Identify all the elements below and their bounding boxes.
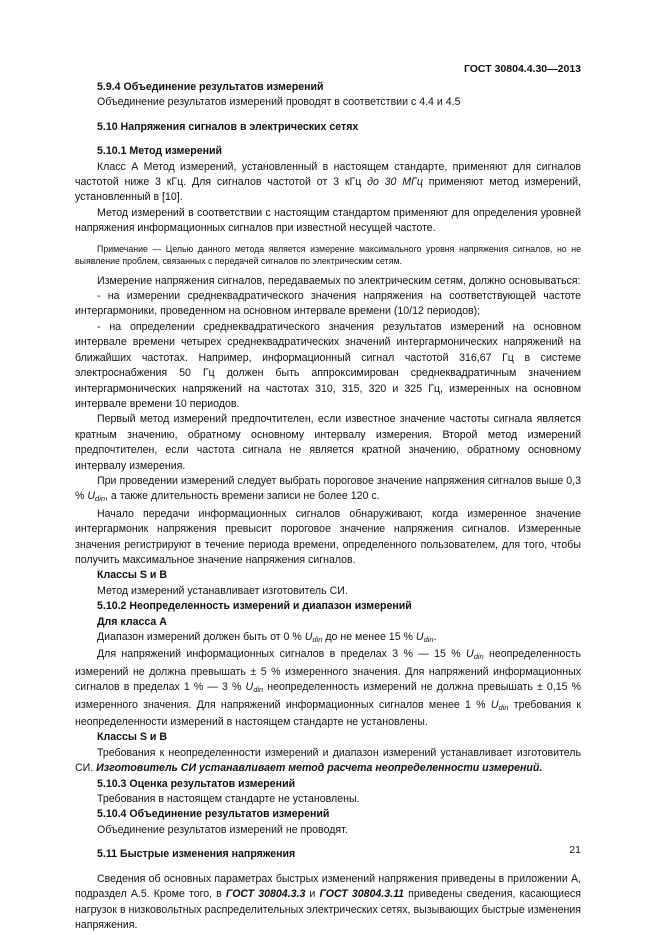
section-5-10-3-title: 5.10.3 Оценка результатов измерений: [97, 777, 296, 790]
paragraph-rapid-voltage-changes: Сведения об основных параметрах быстрых изменений напряжения приведены в приложении А, подраздел А.5. Кроме того, в ГОСТ 30804.3.3 и ГОСТ 30804.3.11 приведены сведения, касающиеся нагрузок в низковольтных распределительных электрических сетях, вызывающих быстрые изменения напряжения.: [75, 872, 581, 931]
section-5-10-1-title: 5.10.1 Метод измерений: [97, 145, 223, 158]
paragraph-evaluation: Требования в настоящем стандарте не установлены.: [97, 793, 360, 806]
note: Примечание — Целью данного метода является измерение максимального уровня напряжения сигналов, но не выявление проблем, связанных с передачей сигналов по электрическим сетям.: [75, 243, 581, 267]
paragraph-method-preference: Первый метод измерений предпочтителен, если известное значение частоты сигнала является кратным значению, обратному основному интервалу измерения. Второй метод измерений предпочтителен, если частота сигнала не является кратной значению, обратному основному интервалу измерения.: [75, 413, 581, 472]
paragraph-method-purpose: Метод измерений в соответствии с настоящим стандартом применяют для определения уровней напряжения информационных сигналов при известной несущей частоте.: [75, 206, 581, 235]
classes-s-b-heading: Классы S и В: [97, 569, 167, 582]
paragraph-measurement-basis: Измерение напряжения сигналов, передаваемых по электрическим сетям, должно основываться:: [97, 274, 581, 287]
document-header: ГОСТ 30804.4.30—2013: [463, 63, 581, 75]
paragraph-class-a-method: Класс А Метод измерений, установленный в настоящем стандарте, применяют для сигналов частотой ниже 3 кГц. Для сигналов частотой от 3 кГц до 30 МГц применяют метод измерений, установленный в [10].: [75, 160, 582, 204]
paragraph-measurement-range: Диапазон измерений должен быть от 0 % $U_{din}$ до не менее 15 % $U_{din}$.: [97, 631, 437, 644]
paragraph-manufacturer-uncertainty: Требования к неопределенности измерений и диапазон измерений устанавливает изготовитель СИ. Изготовитель СИ устанавливает метод расчета неопределенности измерений.: [75, 746, 581, 775]
page-body: [75, 80, 581, 933]
section-5-10-title: 5.10 Напряжения сигналов в электрических сетях: [97, 120, 359, 133]
section-5-10-2-title: 5.10.2 Неопределенность измерений и диапазон измерений: [97, 600, 412, 613]
paragraph-threshold: При проведении измерений следует выбрать пороговое значение напряжения сигналов выше 0,3 % $U_{din}$, а также длительность времени записи не более 120 с.: [75, 474, 581, 504]
list-item-rms-four-values: - на определении среднеквадратического значения результатов измерений на основном интервале времени четырех среднеквадратических значений интергармонических напряжений на ближайших частотах. Например, информационный сигнал частотой 316,67 Гц в системе электроснабжения 50 Гц должен быть аппроксимирован среднеквадратичным значением интергармонических напряжений на частотах 310, 315, 320 и 325 Гц, измеренных на основном интервале времени 10 периодов.: [75, 320, 581, 410]
page-number: 21: [569, 844, 581, 856]
list-item-rms-interharmonic: - на измерении среднеквадратического значения напряжения на соответствующей частоте интергармоники, проведенном на основном интервале времени (10/12 периодов);: [75, 290, 581, 318]
section-5-9-4-text: Объединение результатов измерений проводят в соответствии с 4.4 и 4.5: [97, 96, 461, 109]
section-5-11-title: 5.11 Быстрые изменения напряжения: [97, 848, 296, 861]
paragraph-aggregation: Объединение результатов измерений не проводят.: [97, 823, 348, 836]
class-a-heading: Для класса А: [97, 615, 167, 628]
section-5-9-4-title: 5.9.4 Объединение результатов измерений: [97, 81, 324, 93]
classes-s-b-heading-2: Классы S и В: [97, 731, 167, 744]
paragraph-manufacturer-method: Метод измерений устанавливает изготовитель СИ.: [97, 584, 348, 597]
section-5-10-4-title: 5.10.4 Объединение результатов измерений: [97, 808, 330, 821]
paragraph-signal-detection: Начало передачи информационных сигналов обнаруживают, когда измеренное значение интергармоник напряжения превысит пороговое значение напряжения сигналов. Измеренные значения регистрируют в течение периода времени, определенного пользователем, для того, чтобы получить максимальное значение напряжения сигналов.: [75, 507, 581, 566]
paragraph-uncertainty-limits: Для напряжений информационных сигналов в пределах 3 % — 15 % $U_{din}$ неопределенность измерений не должна превышать ± 5 % измеренного значения. Для напряжений информационных сигналов в пределах 1 % — 3 % $U_{din}$ неопределенность измерений не должна превышать ± 0,15 % измеренного значения. Для напряжений информационных сигналов менее 1 % $U_{din}$ требования к неопределенности измерений в настоящем стандарте не установлены.: [75, 648, 582, 729]
